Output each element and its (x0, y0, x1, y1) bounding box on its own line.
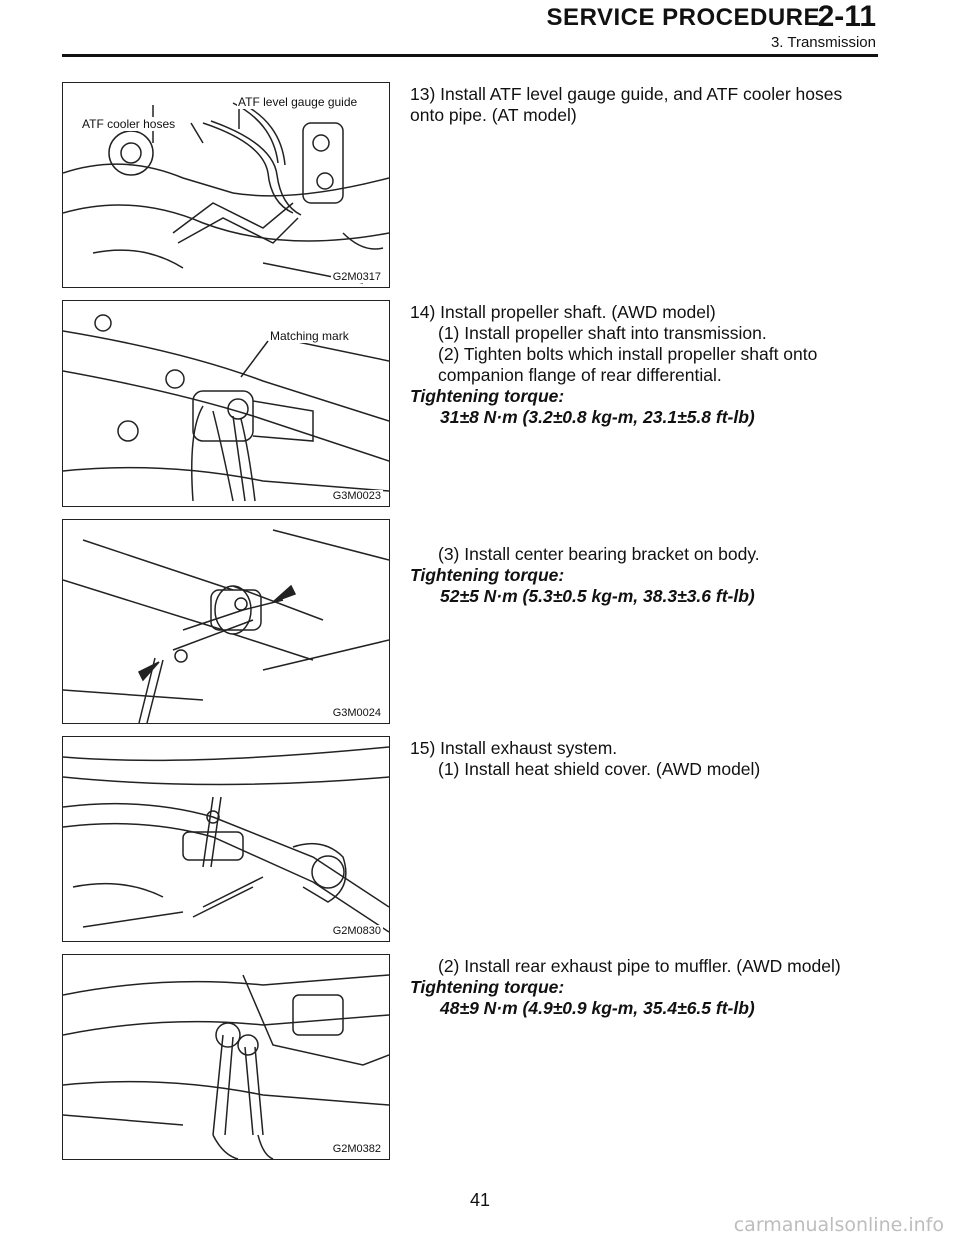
torque-value: 48±9 N·m (4.9±0.9 kg-m, 35.4±6.5 ft-lb) (440, 998, 755, 1018)
figure-rear-exhaust-pipe (62, 954, 390, 1160)
figure-atf-hoses-drawing (63, 83, 389, 287)
label-atf-level-gauge-guide: ATF level gauge guide (238, 95, 358, 109)
step-13-text: 13) Install ATF level gauge guide, and ATF cooler hoses onto pipe. (AT model) (410, 84, 843, 125)
step-15-1: (1) Install heat shield cover. (AWD model) (438, 759, 761, 779)
section-subtitle: 3. Transmission (770, 34, 876, 51)
figure-propeller-shaft (62, 300, 390, 507)
step-14-3 (410, 544, 878, 607)
figure-center-bearing-drawing (63, 520, 389, 723)
torque-value: 31±8 N·m (3.2±0.8 kg-m, 23.1±5.8 ft-lb) (440, 407, 755, 427)
step-15 (410, 738, 878, 780)
step-15-2-text: (2) Install rear exhaust pipe to muffler. (AWD model) (438, 956, 841, 976)
figure-rear-exhaust-pipe-drawing (63, 955, 389, 1159)
torque-value: 52±5 N·m (5.3±0.5 kg-m, 38.3±3.6 ft-lb) (440, 586, 755, 606)
step-14-text: 14) Install propeller shaft. (AWD model) (410, 302, 716, 322)
step-13 (410, 84, 878, 126)
step-15-2 (410, 956, 878, 1019)
page-number: 41 (469, 1190, 491, 1210)
figure-atf-hoses (62, 82, 390, 288)
section-code: 2-11 (817, 0, 876, 33)
torque-label: Tightening torque: (410, 565, 565, 585)
label-matching-mark: Matching mark (270, 329, 349, 343)
torque-label: Tightening torque: (410, 386, 565, 406)
figure-id: G3M0024 (332, 707, 381, 719)
figure-center-bearing (62, 519, 390, 724)
figure-id: G2M0317 (332, 271, 381, 283)
label-atf-cooler-hoses: ATF cooler hoses (82, 117, 176, 131)
header-rule (62, 54, 878, 57)
step-14-2: (2) Tighten bolts which install propeller shaft onto companion flange of rear differential. (438, 344, 818, 385)
step-15-text: 15) Install exhaust system. (410, 738, 618, 758)
section-title: SERVICE PROCEDURE (546, 4, 820, 31)
step-14 (410, 302, 878, 428)
figure-id: G2M0830 (332, 925, 381, 937)
watermark: carmanualsonline.info (733, 1214, 944, 1236)
figure-id: G2M0382 (332, 1143, 381, 1155)
figure-exhaust-system-drawing (63, 737, 389, 941)
figure-id: G3M0023 (332, 490, 381, 502)
torque-label: Tightening torque: (410, 977, 565, 997)
step-14-3-text: (3) Install center bearing bracket on body. (438, 544, 760, 564)
step-14-1: (1) Install propeller shaft into transmission. (438, 323, 767, 343)
figure-exhaust-system (62, 736, 390, 942)
